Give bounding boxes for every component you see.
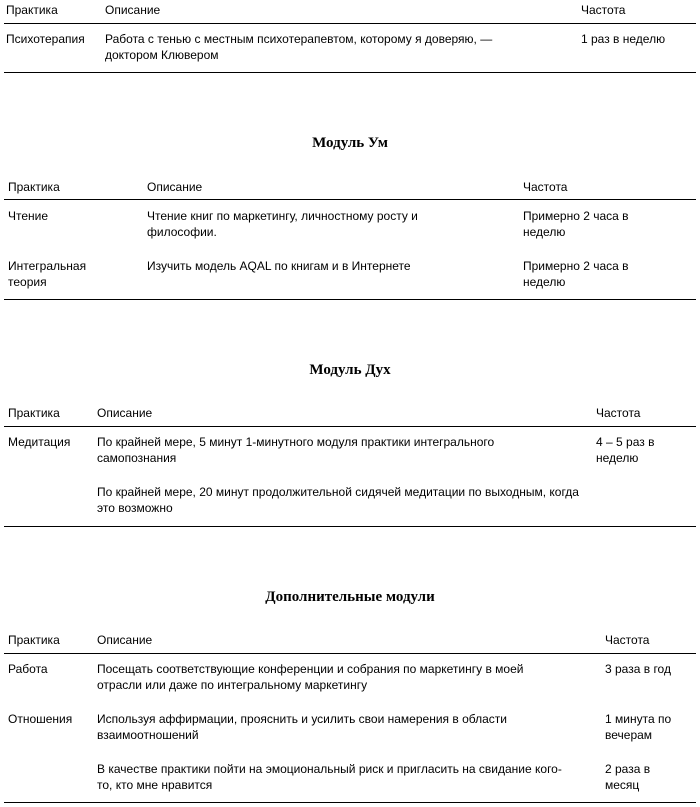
header-divider — [4, 199, 696, 200]
header-description: Описание — [147, 180, 203, 194]
header-frequency: Частота — [523, 180, 568, 194]
row-practice: Интегральная теория — [8, 259, 87, 289]
row-frequency: Примерно 2 часа в неделю — [523, 259, 629, 289]
row-frequency: 2 раза в месяц — [605, 762, 651, 792]
header-frequency: Частота — [596, 406, 641, 420]
row-practice: Чтение — [8, 209, 49, 223]
header-description: Описание — [105, 3, 161, 17]
row-description: Работа с тенью с местным психотерапевтом, которому я доверяю, — доктором Клювером — [105, 32, 493, 62]
row-frequency: 3 раза в год — [605, 662, 671, 676]
section-title-spirit: Модуль Дух — [309, 362, 391, 378]
header-practice: Практика — [8, 633, 60, 647]
section-title-mind: Модуль Ум — [312, 135, 388, 151]
header-practice: Практика — [8, 180, 60, 194]
row-description: В качестве практики пойти на эмоциональный риск и пригласить на свидание кого-то, кто мне нравится — [97, 762, 562, 792]
row-description: Изучить модель AQAL по книгам и в Интернете — [147, 259, 411, 273]
table-bottom-border — [4, 72, 696, 73]
header-divider — [4, 23, 696, 24]
row-practice: Медитация — [8, 435, 71, 449]
section-title-additional: Дополнительные модули — [265, 589, 435, 605]
row-practice: Отношения — [8, 712, 73, 726]
row-description: По крайней мере, 20 минут продолжительной сидячей медитации по выходным, когда это возможно — [97, 485, 579, 515]
header-practice: Практика — [8, 406, 60, 420]
header-practice: Практика — [6, 3, 58, 17]
row-frequency: 4 – 5 раз в неделю — [596, 435, 655, 465]
table-bottom-border — [4, 802, 696, 803]
row-frequency: 1 раз в неделю — [581, 32, 666, 46]
header-frequency: Частота — [581, 3, 626, 17]
header-divider — [4, 653, 696, 654]
header-description: Описание — [97, 633, 153, 647]
table-bottom-border — [4, 299, 696, 300]
row-frequency: Примерно 2 часа в неделю — [523, 209, 629, 239]
row-description: По крайней мере, 5 минут 1-минутного модуля практики интегрального самопознания — [97, 435, 495, 465]
row-description: Используя аффирмации, прояснить и усилить свои намерения в области взаимоотношений — [97, 712, 507, 742]
header-description: Описание — [97, 406, 153, 420]
header-divider — [4, 426, 696, 427]
row-description: Посещать соответствующие конференции и собрания по маркетингу в моей отрасли или даже по интегральному маркетингу — [97, 662, 524, 692]
header-frequency: Частота — [605, 633, 650, 647]
row-practice: Психотерапия — [6, 32, 85, 46]
row-description: Чтение книг по маркетингу, личностному росту и философии. — [147, 209, 418, 239]
row-frequency: 1 минута по вечерам — [605, 712, 672, 742]
row-practice: Работа — [8, 662, 48, 676]
table-bottom-border — [4, 526, 696, 527]
